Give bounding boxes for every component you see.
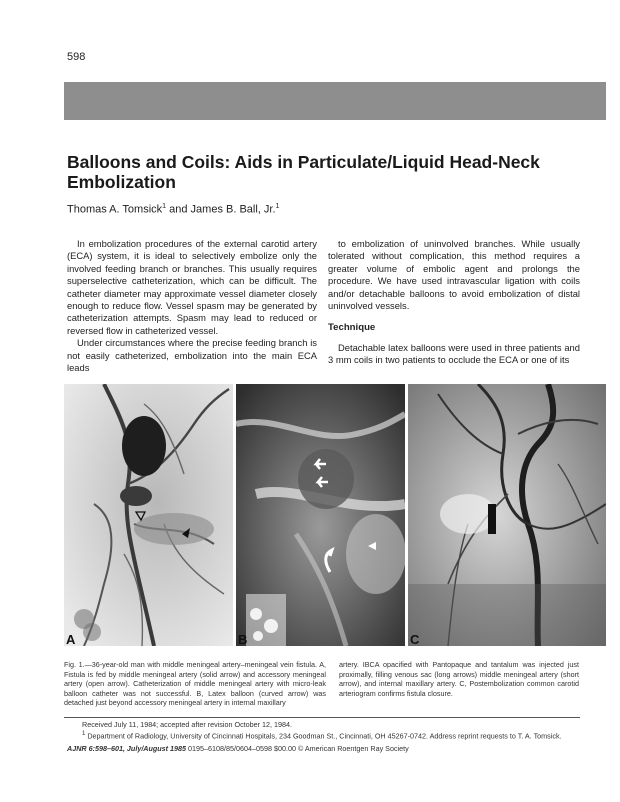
header-band (64, 82, 606, 120)
journal-citation (67, 744, 409, 753)
author-conjunction: and (166, 203, 191, 216)
figure-caption-left: Fig. 1.—36-year-old man with middle meningeal artery–meningeal vein fistula. A, Fistula is fed by middle meningeal artery (solid arrow) and accessory meningeal artery (open arrow). Catheterization of middle meningeal artery with micro-leak balloon catheter was not successful. B, Latex balloon (curved arrow) was detached just beyond accessory meningeal artery in internal maxillary (64, 660, 326, 708)
footnote-rule (64, 717, 580, 718)
figure-1 (64, 384, 606, 646)
article-title: Balloons and Coils: Aids in Particulate/Liquid Head-Neck Embolization (67, 152, 540, 192)
panel-label-c: C (410, 632, 420, 646)
journal-issn: 0195–6108/85/0604–0598 $00.00 © American Roentgen Ray Society (186, 744, 409, 753)
body-column-right (328, 238, 580, 367)
body-paragraph: to embolization of uninvolved branches. While usually tolerated without complication, this method requires a greater volume of embolic agent and prolongs the procedure. We have used intravascular ligation with coils and/or detachable balloons to avoid embolization of distal uninvolved vessels. (328, 238, 580, 312)
author-footnote-mark: 1 (162, 203, 167, 210)
body-paragraph: Under circumstances where the precise feeding branch is not easily catheterized, embolization into the main ECA leads (67, 337, 317, 374)
affiliation-text: Department of Radiology, University of Cincinnati Hospitals, 234 Goodman St., Cincinnati, OH 45267-0742. Address reprint requests to T. A. Tomsick. (85, 730, 562, 740)
author-name: James B. Ball, Jr. (190, 203, 276, 216)
panel-label-b: B (238, 632, 248, 646)
received-note: Received July 11, 1984; accepted after revision October 12, 1984. (82, 720, 293, 729)
panel-label-a: A (66, 632, 76, 646)
angiogram-panel-a (64, 384, 233, 646)
section-heading: Technique (328, 322, 376, 334)
body-paragraph: Detachable latex balloons were used in three patients and 3 mm coils in two patients to occlude the ECA or one of its (328, 341, 580, 366)
author-line (67, 203, 279, 216)
author-name: Thomas A. Tomsick (67, 203, 163, 216)
angiogram-panel-b (236, 384, 405, 646)
body-column-left (67, 238, 317, 374)
affiliation-mark: 1 (82, 730, 86, 737)
page-number: 598 (67, 51, 86, 63)
figure-caption-right: artery. IBCA opacified with Pantopaque and tantalum was injected just proximally, filling venous sac (long arrows) middle meningeal artery (short arrow), and internal maxillary artery. C, Postembolization common carotid arteriogram confirms fistula closure. (339, 660, 579, 698)
footnotes (82, 720, 582, 741)
angiogram-panel-c (408, 384, 606, 646)
journal-reference: AJNR 6:598–601, July/August 1985 (67, 744, 187, 753)
affiliation-note (82, 730, 582, 741)
author-footnote-mark: 1 (275, 203, 280, 210)
body-paragraph: In embolization procedures of the external carotid artery (ECA) system, it is ideal to selectively embolize only the involved feeding branch or branches. This usually requires superselective catheterization, which can be difficult. The catheter diameter may approximate vessel diameter closely enough to reduce flow. Vessel spasm may be generated by catheterization attempts. Spasm may lead to reduced or reversed flow in catheterized vessel. (67, 238, 317, 336)
